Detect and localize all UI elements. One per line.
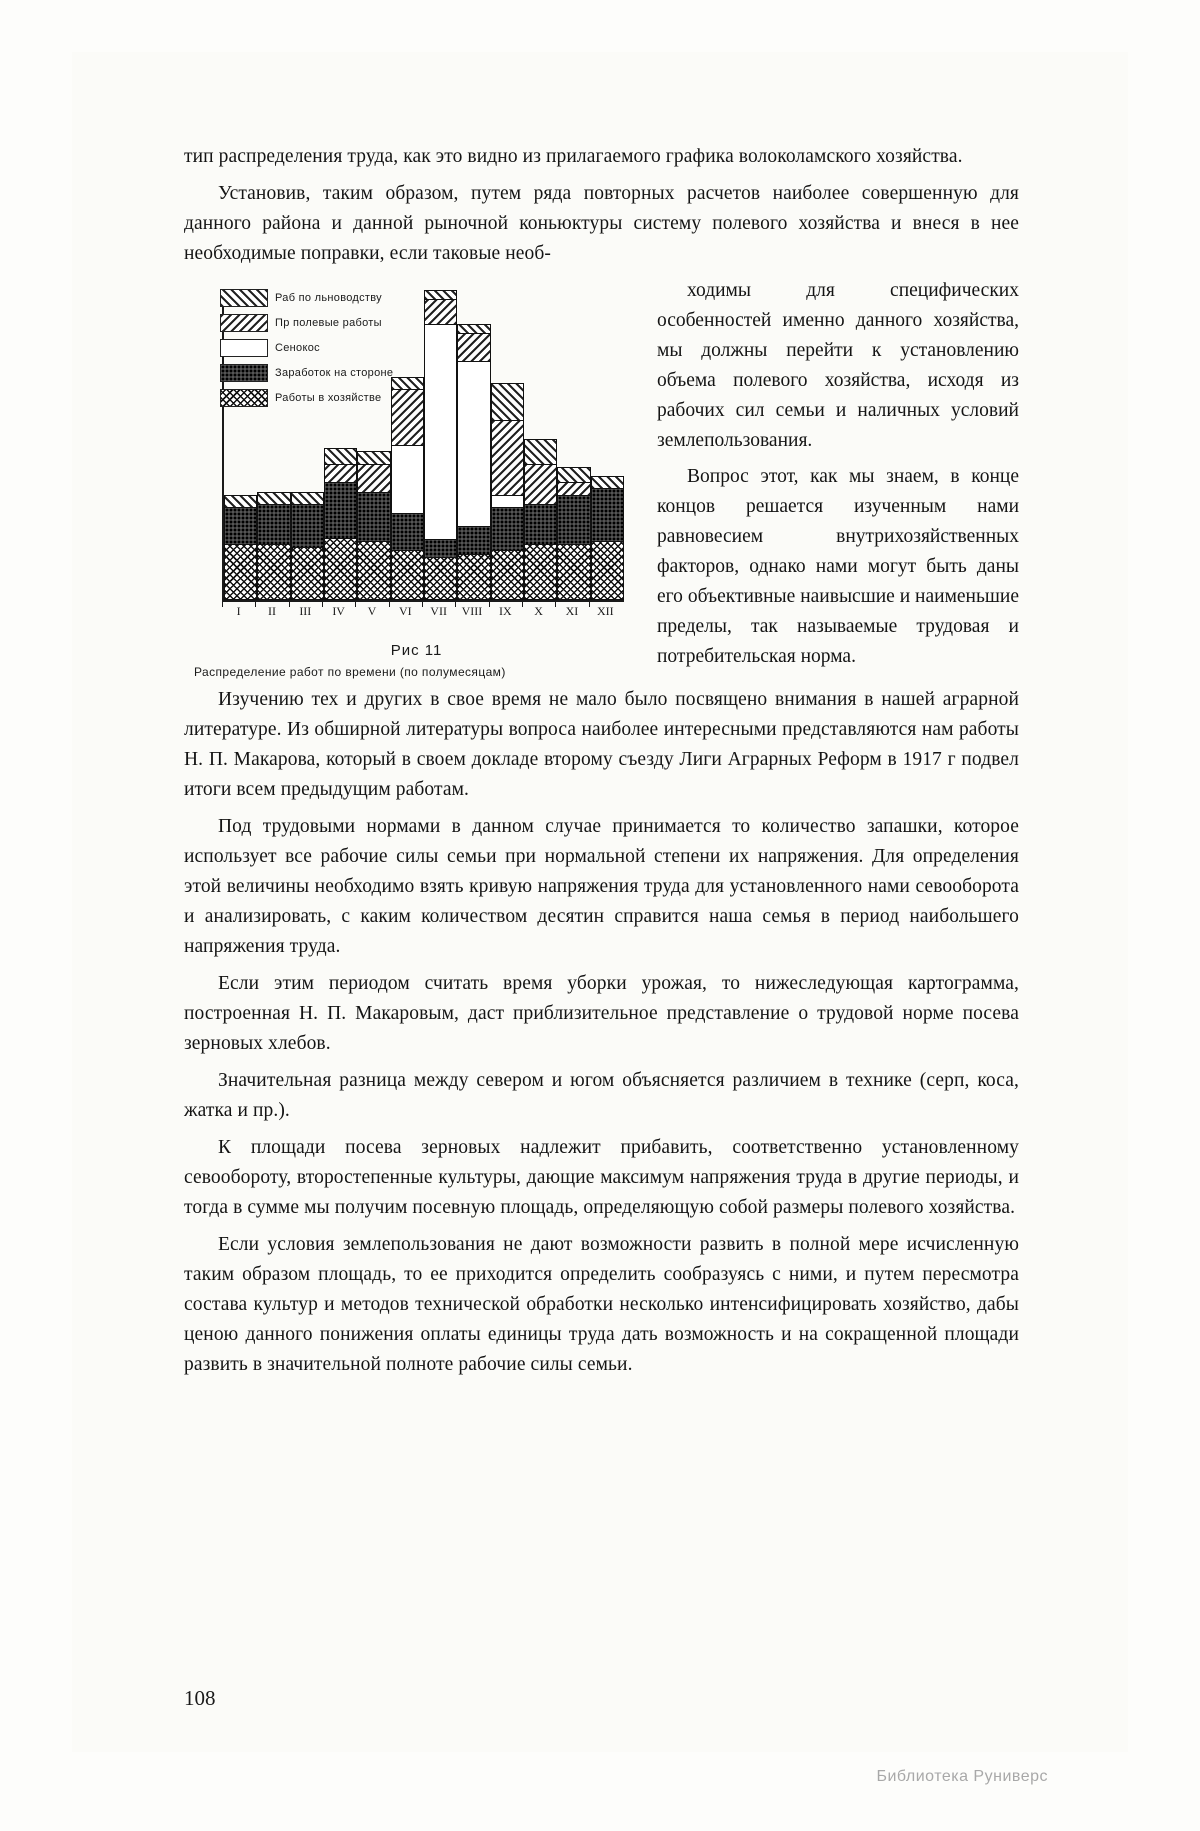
bar-segment — [457, 333, 490, 361]
legend-swatch-field-icon — [220, 314, 268, 332]
bar-segment — [224, 507, 257, 544]
legend-label: Раб по льноводству — [275, 291, 382, 304]
figure-11 — [184, 280, 639, 679]
bottom-text-block — [184, 685, 1019, 1380]
chart-area — [212, 280, 632, 640]
bar-column — [591, 290, 624, 600]
scanned-page-surface — [72, 52, 1128, 1785]
bar-segment — [291, 547, 324, 600]
bar-segment — [491, 495, 524, 507]
bar-segment — [491, 383, 524, 420]
bar-segment — [224, 495, 257, 507]
figure-and-wrapped-text — [184, 276, 1019, 685]
x-tick-label: I — [236, 604, 241, 618]
bar-segment — [457, 361, 490, 525]
paragraph: Если условия землепользования не дают возможности развить в полной мере исчисленную таким образом площадь, то ее приходится определить сообразуясь с ними, и путем пересмотра состава культур и методов технической обработки несколько интенсифицировать хозяйство, дабы ценою данного понижения оплаты единицы труда дать возможность и на сокращенной площади развить в значительной полноте рабочие силы семьи. — [184, 1234, 1019, 1375]
legend-item — [220, 311, 410, 334]
paragraph: К площади посева зерновых надлежит прибавить, соответственно установленному севообороту, второстепенные культуры, дающие максимум напряжения труда в другие периоды, и тогда в сумме мы получим посевную площадь, определяющую собой размеры полевого хозяйства. — [184, 1137, 1019, 1218]
paragraph: Изучению тех и других в свое время не мало было посвящено внимания в нашей аграрной литературе. Из обширной литературы вопроса наиболее интересными представляются нам работы Н. П. Макарова, который в своем докладе второму съезду Лиги Аграрных Реформ в 1917 г подвел итоги всем предыдущим работам. — [184, 689, 1019, 800]
x-axis-tick-labels — [222, 604, 622, 620]
bar-column — [424, 290, 457, 600]
legend-swatch-outside-earnings-icon — [220, 364, 268, 382]
x-tick-label: IX — [498, 604, 512, 618]
bar-segment — [491, 550, 524, 600]
bar-segment — [557, 495, 590, 545]
bar-segment — [257, 504, 290, 544]
page-number: 108 — [184, 1686, 216, 1710]
x-tick-label: III — [299, 604, 312, 618]
bar-segment — [357, 541, 390, 600]
bar-segment — [291, 492, 324, 504]
bar-segment — [524, 464, 557, 504]
legend-item — [220, 336, 410, 359]
page-content — [184, 142, 1019, 1387]
paragraph: ходимы для специфических особенностей именно данного хозяйства, мы должны перейти к установлению объема полевого хозяйства, исходя из рабочих сил семьи и наличных условий землепользования. — [657, 280, 1019, 451]
bar-segment — [524, 439, 557, 464]
bar-segment — [591, 488, 624, 541]
chart-legend — [220, 286, 410, 411]
bar-segment — [424, 557, 457, 600]
bar-segment — [591, 541, 624, 600]
bar-segment — [524, 504, 557, 544]
bar-segment — [357, 451, 390, 463]
bar-segment — [324, 538, 357, 600]
paragraph: Установив, таким образом, путем ряда повторных расчетов наиболее совершенную для данного района и данной рыночной коньюктуры систему полевого хозяйства и внеся в нее необходимые поправки, если таковые необ- — [184, 183, 1019, 264]
legend-item — [220, 361, 410, 384]
x-tick-label: XI — [565, 604, 579, 618]
x-tick-label: VII — [430, 604, 447, 618]
figure-caption: Распределение работ по времени (по полумесяцам) — [194, 665, 506, 679]
bar-segment — [324, 464, 357, 483]
legend-item — [220, 386, 410, 409]
bar-column — [457, 290, 490, 600]
bar-segment — [557, 544, 590, 600]
legend-item — [220, 286, 410, 309]
legend-swatch-haymaking-icon — [220, 339, 268, 357]
bar-segment — [424, 299, 457, 324]
x-tick-label: X — [534, 604, 543, 618]
bar-segment — [491, 507, 524, 550]
bar-segment — [391, 445, 424, 513]
bar-segment — [391, 513, 424, 550]
x-tick-label: V — [367, 604, 377, 618]
bar-segment — [457, 324, 490, 333]
figure-number: Рис 11 — [390, 642, 443, 659]
legend-label: Сенокос — [275, 341, 320, 354]
bar-column — [524, 290, 557, 600]
paragraph: Под трудовыми нормами в данном случае принимается то количество запашки, которое использует все рабочие силы семьи при нормальной степени их напряжения. Для определения этой величины необходимо взять кривую напряжения труда для установленного нами севооборота и анализировать, с каким количеством десятин справится наша семья в период наибольшего напряжения труда. — [184, 816, 1019, 957]
x-tick-label: VI — [398, 604, 412, 618]
bar-segment — [424, 290, 457, 299]
bar-segment — [291, 504, 324, 547]
library-credit: Библиотека Руниверс — [876, 1768, 1048, 1785]
paragraph: Значительная разница между севером и югом объясняется различием в технике (серп, коса, жатка и пр.). — [184, 1070, 1019, 1121]
bar-column — [557, 290, 590, 600]
paragraph: Если этим периодом считать время уборки урожая, то нижеследующая картограмма, построенная Н. П. Макаровым, даст приблизительное представление о трудовой норме посева зерновых хлебов. — [184, 973, 1019, 1054]
bar-segment — [457, 554, 490, 601]
legend-swatch-household-work-icon — [220, 389, 268, 407]
bar-column — [491, 290, 524, 600]
x-tick-label: II — [267, 604, 276, 618]
bar-segment — [357, 464, 390, 492]
bar-segment — [591, 476, 624, 488]
bar-segment — [457, 526, 490, 554]
paragraph: Вопрос этот, как мы знаем, в конце концов решается изученным нами равновесием внутрихозяйственных факторов, однако нами могут быть даны его объективные наивысшие и наименьшие пределы, так называемые трудовая и потребительская норма. — [657, 466, 1019, 667]
bar-segment — [324, 448, 357, 464]
legend-label: Работы в хозяйстве — [275, 391, 382, 404]
bar-segment — [424, 539, 457, 557]
x-tick-label: XII — [596, 604, 614, 618]
x-tick-label: VIII — [461, 604, 483, 618]
bar-segment — [524, 544, 557, 600]
bar-segment — [557, 482, 590, 494]
bar-segment — [324, 482, 357, 538]
bar-segment — [391, 550, 424, 600]
legend-label: Пр полевые работы — [275, 316, 382, 329]
x-tick-label: IV — [332, 604, 345, 618]
bar-segment — [357, 492, 390, 542]
bar-segment — [491, 420, 524, 494]
bar-segment — [557, 467, 590, 483]
legend-label: Заработок на стороне — [275, 366, 394, 379]
bar-segment — [257, 544, 290, 600]
bar-segment — [224, 544, 257, 600]
legend-swatch-flax-icon — [220, 289, 268, 307]
paragraph: тип распределения труда, как это видно из прилагаемого графика волоколамского хозяйства. — [184, 146, 963, 167]
top-text-block — [184, 142, 1019, 269]
bar-segment — [424, 324, 457, 539]
bar-segment — [257, 492, 290, 504]
